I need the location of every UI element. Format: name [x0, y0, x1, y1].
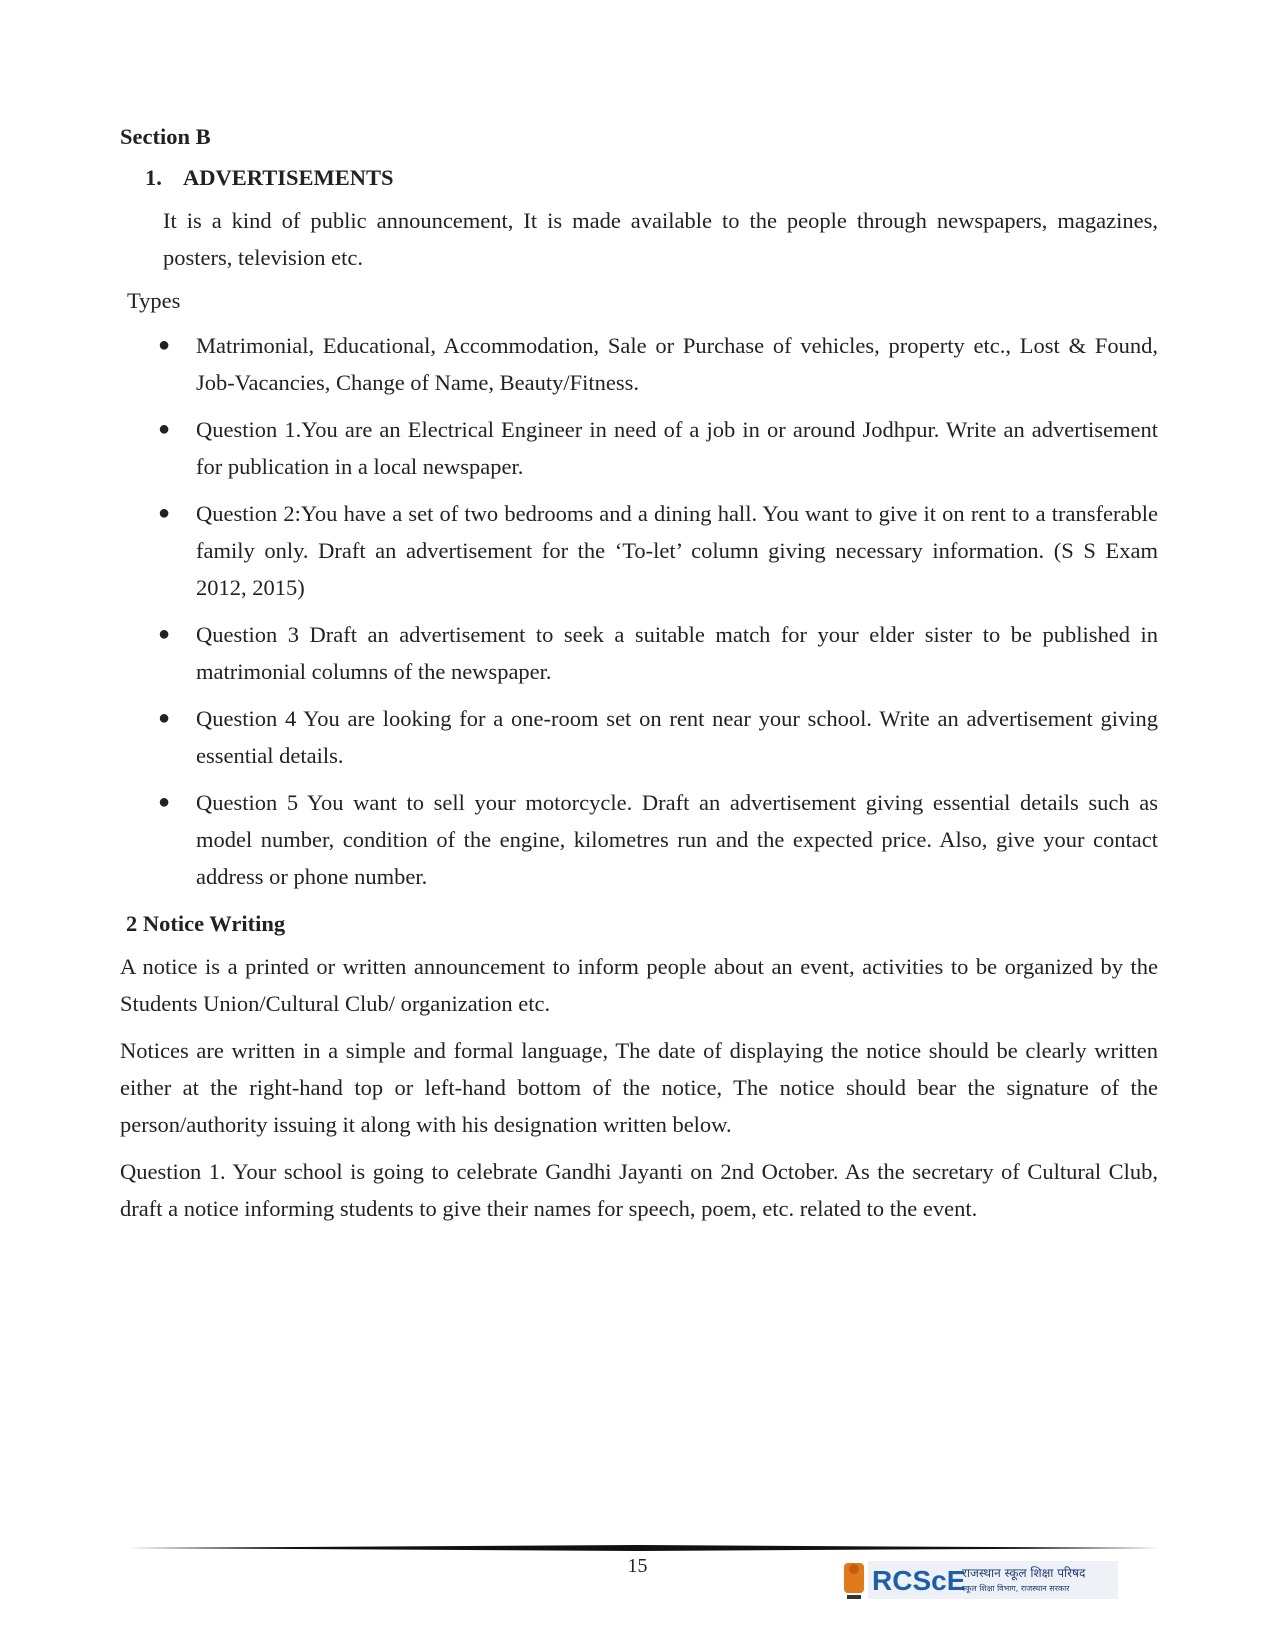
logo-hindi: राजस्थान स्कूल शिक्षा परिषद [962, 1566, 1086, 1580]
page-number: 15 [627, 1555, 648, 1577]
footer-rule [120, 1545, 1158, 1551]
advertisement-intro: It is a kind of public announcement, It is made available to the people through newspapers, magazines, posters, television etc. [163, 208, 1158, 270]
bullet-icon: ● [158, 334, 171, 356]
paragraph: Question 1. Your school is going to celebrate Gandhi Jayanti on 2nd October. As the secretary of Cultural Club, draft a notice informing students to give their names for speech, poem, etc. related to the event. [120, 1159, 1158, 1221]
bullet-icon: ● [158, 707, 171, 729]
logo-text: RCScE [872, 1565, 966, 1596]
logo-hindi-sub: स्कूल शिक्षा विभाग, राजस्थान सरकार [962, 1584, 1070, 1593]
heading-number: 1. [145, 165, 162, 190]
bullet-icon: ● [158, 623, 171, 645]
bullet-icon: ● [158, 502, 171, 524]
notice-writing-heading: 2 Notice Writing [126, 911, 286, 936]
list-item: ● Question 2:You have a set of two bedrooms and a dining hall. You want to give it on rent to a transferable family only. Draft an advertisement for the ‘To-let’ column giving necessary information. (S S Exam 2012, 2015) [120, 495, 1158, 606]
heading-title: ADVERTISEMENTS [183, 165, 394, 190]
list-item: ● Matrimonial, Educational, Accommodation, Sale or Purchase of vehicles, property etc., Lost & Found, Job-Vacancies, Change of Name, Beauty/Fitness. [120, 327, 1158, 401]
list-item: ● Question 1.You are an Electrical Engineer in need of a job in or around Jodhpur. Write an advertisement for publication in a local newspaper. [120, 411, 1158, 485]
list-item: ● Question 5 You want to sell your motorcycle. Draft an advertisement giving essential details such as model number, condition of the engine, kilometres run and the expected price. Also, give your contact address or phone number. [120, 784, 1158, 895]
types-list [120, 327, 1158, 895]
list-item: ● Question 4 You are looking for a one-room set on rent near your school. Write an advertisement giving essential details. [120, 700, 1158, 774]
advertisements-heading [145, 159, 1158, 196]
types-label: Types [127, 288, 181, 313]
paragraph: A notice is a printed or written announcement to inform people about an event, activities to be organized by the Students Union/Cultural Club/ organization etc. [120, 954, 1158, 1016]
bullet-icon: ● [158, 791, 171, 813]
rcsce-logo [842, 1557, 1120, 1603]
paragraph: Notices are written in a simple and formal language, The date of displaying the notice should be clearly written either at the right-hand top or left-hand bottom of the notice, The notice should bear the signature of the person/authority issuing it along with his designation written below. [120, 1038, 1158, 1137]
bullet-icon: ● [158, 418, 171, 440]
section-title: Section B [120, 124, 211, 149]
document-page [120, 118, 1158, 1237]
list-item: ● Question 3 Draft an advertisement to seek a suitable match for your elder sister to be published in matrimonial columns of the newspaper. [120, 616, 1158, 690]
